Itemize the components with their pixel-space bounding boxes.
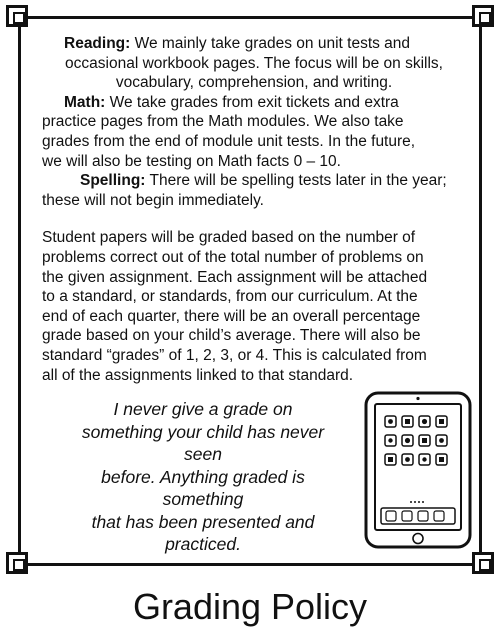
quote-line: practiced. <box>165 534 241 554</box>
spelling-line-2: these will not begin immediately. <box>42 191 264 209</box>
math-line-3: grades from the end of module unit tests. In the future, <box>42 132 416 150</box>
grading-paragraph <box>42 228 466 385</box>
page-title: Grading Policy <box>132 586 368 627</box>
tablet-icon <box>363 390 473 550</box>
grading-line: Student papers will be graded based on the number of <box>42 229 416 247</box>
math-line-1: We take grades from exit tickets and extra <box>105 93 399 111</box>
grading-line: problems correct out of the total number of problems on <box>42 248 424 266</box>
spelling-label: Spelling: <box>80 172 146 190</box>
corner-ornament-top-right <box>472 5 494 27</box>
math-section <box>42 93 466 171</box>
corner-ornament-bottom-left <box>6 552 28 574</box>
quote-line: before. Anything graded is something <box>101 466 305 509</box>
reading-line-1: We mainly take grades on unit tests and <box>130 35 411 52</box>
teacher-quote <box>62 398 344 556</box>
policy-body <box>42 34 466 385</box>
grading-line: to a standard, or standards, from our curriculum. At the <box>42 288 418 306</box>
math-line-2: practice pages from the Math modules. We also take <box>42 113 404 131</box>
grading-line: standard “grades” of 1, 2, 3, or 4. This is calculated from <box>42 346 427 364</box>
reading-line-2: occasional workbook pages. The focus will be on skills, <box>65 54 443 72</box>
grading-line: grade based on your child’s average. There will also be <box>42 327 421 345</box>
math-label: Math: <box>64 93 106 111</box>
reading-section <box>42 34 466 93</box>
corner-ornament-bottom-right <box>472 552 494 574</box>
grading-line: all of the assignments linked to that standard. <box>42 366 354 384</box>
quote-line: that has been presented and <box>91 511 315 532</box>
math-line-4: we will also be testing on Math facts 0 – 10. <box>42 152 341 170</box>
quote-line: something your child has never seen <box>81 421 325 464</box>
grading-line: the given assignment. Each assignment will be attached <box>42 268 428 286</box>
reading-label: Reading: <box>64 35 131 52</box>
quote-line: I never give a grade on <box>113 399 293 419</box>
spelling-section <box>42 171 466 210</box>
reading-line-3: vocabulary, comprehension, and writing. <box>115 74 393 92</box>
grading-line: end of each quarter, there will be an overall percentage <box>42 307 421 325</box>
spelling-line-1: There will be spelling tests later in the year; <box>145 172 447 190</box>
corner-ornament-top-left <box>6 5 28 27</box>
